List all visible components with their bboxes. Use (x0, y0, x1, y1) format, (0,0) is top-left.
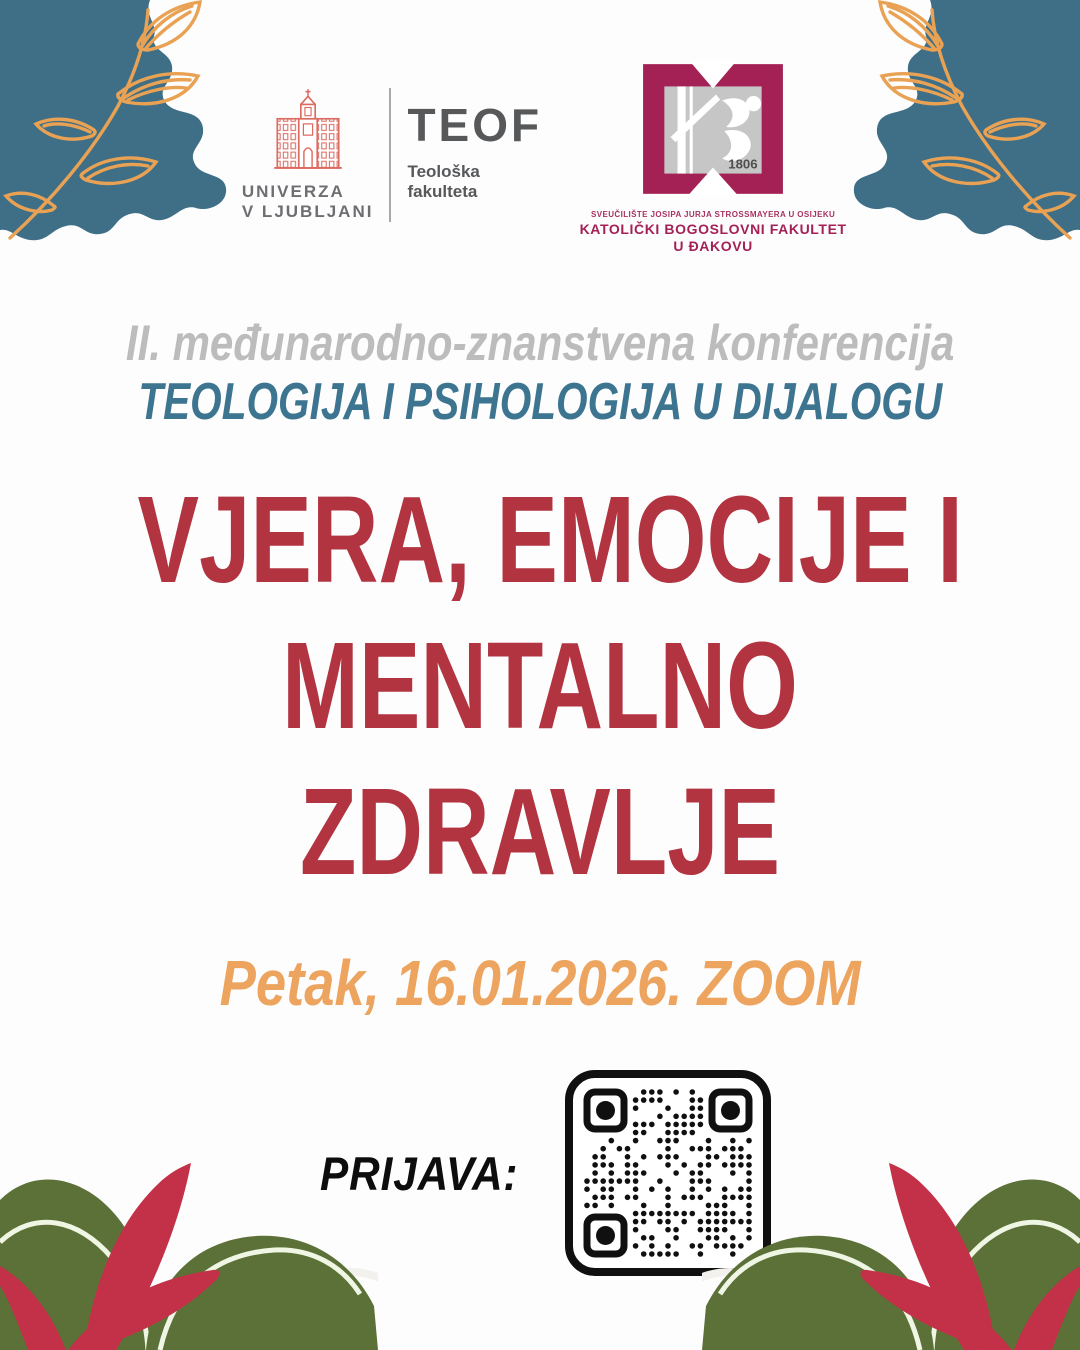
kbf-city-line: U ĐAKOVU (673, 238, 753, 254)
ul-logo-divider (389, 88, 391, 222)
kbf-djakovo-logo (579, 56, 847, 254)
title-line-3: ZDRAVLJE (299, 764, 781, 901)
conference-series-line: II. međunarodno-znanstvena konferencija (125, 315, 955, 371)
ul-logo-university-line2: V LJUBLJANI (241, 202, 374, 221)
registration-row (0, 1070, 1080, 1276)
registration-qr-code (565, 1070, 771, 1276)
poster-title (0, 468, 1080, 906)
red-leaf-right (68, 1270, 220, 1350)
kbf-book-emblem (637, 56, 789, 204)
header-logos (0, 56, 1080, 254)
univerza-ljubljana-logo (242, 86, 542, 222)
teof-faculty-line1: Teološka (407, 162, 480, 181)
red-leaf-small (0, 1266, 66, 1350)
qr-finder-top-left (587, 1092, 624, 1129)
teof-acronym: TEOF (407, 99, 543, 151)
title-line-2: MENTALNO (282, 618, 798, 755)
qr-finder-bottom-left (587, 1217, 624, 1254)
registration-label: PRIJAVA: (319, 1146, 519, 1200)
kbf-faculty-line: KATOLIČKI BOGOSLOVNI FAKULTET (579, 221, 847, 237)
red-leaf-right (860, 1270, 1012, 1350)
teof-faculty-line2: fakulteta (407, 182, 478, 201)
qr-finder-top-right (712, 1092, 749, 1129)
ul-logo-left-column (242, 86, 374, 222)
kbf-year-1806: 1806 (728, 156, 758, 172)
kbf-university-line: SVEUČILIŠTE JOSIPA JURJA STROSSMAYERA U OSIJEKU (591, 210, 836, 219)
university-building-icon (274, 86, 342, 172)
title-line-1: VJERA, EMOCIJE I (137, 472, 963, 609)
qr-code-graphic (583, 1088, 753, 1258)
event-date-line: Petak, 16.01.2026. ZOOM (219, 947, 861, 1019)
ul-logo-right-column (407, 86, 542, 222)
red-leaf-small (1014, 1266, 1080, 1350)
ul-logo-university-line1: UNIVERZA (241, 182, 345, 201)
conference-name-line: TEOLOGIJA I PSIHOLOGIJA U DIJALOGU (138, 373, 942, 431)
